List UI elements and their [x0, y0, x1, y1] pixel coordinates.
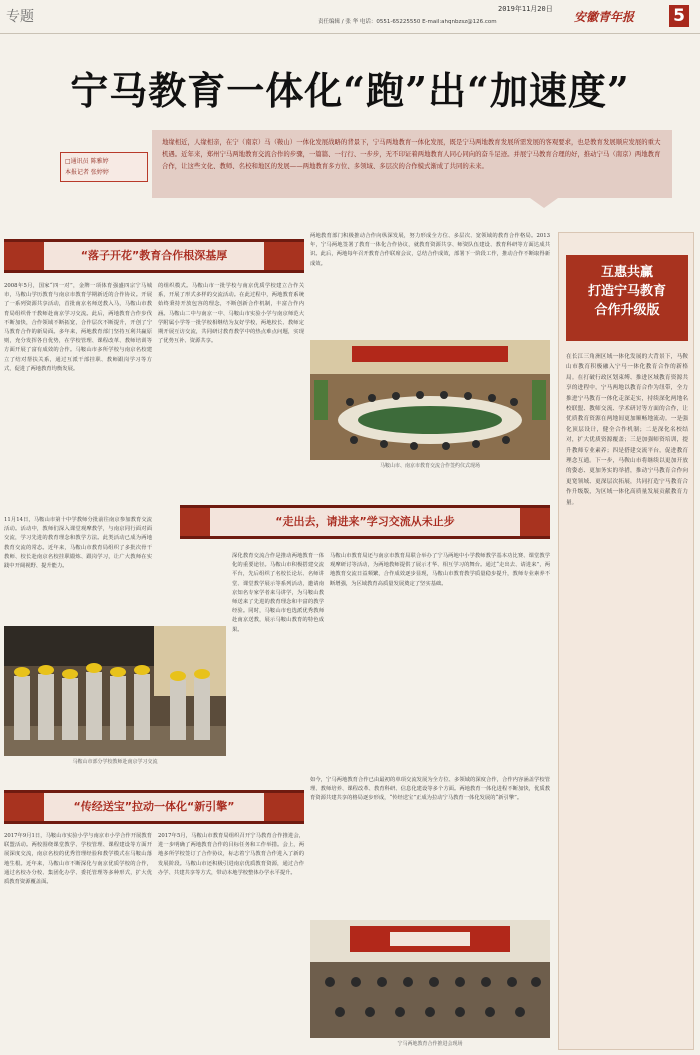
masthead-logo: 安徽青年报 — [574, 10, 635, 24]
section-bar-2 — [180, 505, 550, 539]
section-title-2: “走出去，请进来”学习交流从未止步 — [210, 508, 520, 536]
meeting-photo — [310, 340, 550, 460]
issue-date: 2019年11月20日 — [498, 5, 553, 13]
section-3-column-mid: 2017年5月，马鞍山市教育局组织召开宁马教育合作推进会，进一步明确了两地教育合作的目标任务和工作举措。会上，两地多所学校签订了合作协议，标志着宁马教育合作进入了新的发展阶段。马鞍山市还积极引进南京优质教育资源，通过合作办学、共建共享等方式，带动本地学校整体办学水平提升。 — [158, 833, 304, 876]
byline-correspondent: □通讯员 陈雅婷 — [65, 158, 109, 165]
section-2-column-left: 11月14日，马鞍山市第十中学教师分批前往南京参加教育交流活动。活动中，教师们深入课堂观摩教学，与南京同行面对面交流，学习先进的教育理念和教学方法。此类活动已成为两地教育交流的常态。近年来，马鞍山市教育局组织了多批次骨干教师、校长赴南京名校挂职锻炼、跟岗学习，让广大教师在实践中开阔视野、提升能力。 — [4, 517, 152, 570]
sidebar-body: 在长江三角洲区域一体化发展的大背景下，马鞍山市教育积极融入宁马一体化教育合作的新格局。在打破行政区划束缚、推进区域教育资源共享的进程中，宁马两地以教育合作为纽带，全力推进宁马教育一体化走深走实，持续深化两地名校联盟、教师交流、学术研讨等方面的合作，让优质教育资源在两地间更加顺畅地流动。一是强化顶层设计，健全合作机制；二是深化名校结对，扩大优质资源覆盖；三是加强师资培训，提升教师专业素养；四是搭建交流平台，促进教育理念互通。下一步，马鞍山市将继续以更加开放的姿态、更加务实的举措，推动宁马教育合作向更宽领域、更深层次拓展，共同打造宁马教育合作升级版，为区域一体化高质量发展贡献教育力量。 — [566, 354, 688, 506]
byline-reporter: 本报记者 张婷婷 — [65, 169, 109, 176]
sidebar-heading-line-1: 互惠共赢 — [600, 265, 653, 280]
section-tag: 专题 — [6, 9, 34, 25]
sidebar-heading-line-2: 打造宁马教育 — [587, 284, 666, 299]
section-1-column-right: 两地教育部门积极推动合作向纵深发展，努力形成全方位、多层次、宽领域的教育合作格局。2013年，宁马两地签署了教育一体化合作协议，就教育资源共享、师资队伍建设、教育科研等方面达成共识。此后，两地每年召开教育合作联席会议，总结合作成效，部署下一阶段工作，推动合作不断取得新成效。 — [310, 233, 550, 267]
page-number-badge: 5 — [669, 5, 689, 27]
lead-paragraph: 地缘相近，人缘相亲，在宁（南京）马（鞍山）一体化发展战略的背景下，宁马两地教育一体化发展，既是宁马两地教育发展所需发展的客观要求，也是教育发展顺应发展的重大机遇。近年来，郑州宁马两地教育交流合作的步骤，一篇篇、一行行、一步步，无不印证着两地教育人同心同向的奋斗足迹。并展宁马教育合理的好，推动宁马（南京）两地教育合作，让这些文化、教师、名校和地区的发展——两地教育多方位、多领域、多层次的合作模式渐成了共同的未来。 — [162, 138, 661, 170]
sidebar-heading-line-3: 合作升级版 — [594, 303, 660, 318]
lead-box-pointer — [530, 198, 558, 208]
workers-photo — [4, 626, 226, 756]
lead-box — [152, 130, 672, 198]
section-3-column-left: 2017年9月1日，马鞍山市实验小学与南京市小学合作开展教育联盟活动。两校围绕课堂教学、学校管理、课程建设等方面开展深度交流，南京名校的优秀管理经验和教学模式在马鞍山落地生根。近年来，马鞍山市不断深化与南京优质学校的合作，通过名校办分校、集团化办学、委托管理等多种形式，扩大优质教育资源覆盖面。 — [4, 833, 152, 886]
conference-photo-caption: 宁马两地教育合作推进会现场 — [397, 1041, 463, 1047]
conference-photo — [310, 920, 550, 1038]
section-bar-3 — [4, 790, 304, 824]
meeting-photo-caption: 马鞍山市、南京市教育交流合作签约仪式现场 — [379, 463, 480, 469]
page-headline: 宁马教育一体化“跑”出“加速度” — [70, 68, 630, 113]
section-3-column-right: 如今，宁马两地教育合作已由最初的单项交流发展为全方位、多领域的深度合作，合作内容涵盖学校管理、教师培养、课程改革、教育科研、信息化建设等多个方面。两地教育一体化进程不断加快，优质教育资源共建共享的格局逐步形成，“传经送宝”正成为拉动宁马教育一体化发展的“新引擎”。 — [310, 777, 550, 802]
section-2-column-right: 马鞍山市教育局还与南京市教育局联合举办了宁马两地中小学教师教学基本功比赛、课堂教学观摩研讨等活动，为两地教师提供了展示才华、相互学习的舞台。通过“走出去、请进来”，两地教育交流日益频繁，合作成效逐步显现，马鞍山市教育教学质量稳步提升，教师专业素养不断增强，为区域教育高质量发展奠定了坚实基础。 — [330, 553, 550, 587]
section-1-column-left: 2008年5月，国家“四一对”，金牌一项体育强盛四宗宁马城市，马鞍山学历教育与南京市教育学期新近的合作协议。开展了一系列资源共享活动，首批南京名师送教入马，马鞍山市教育局组织骨干教师赴南京学习交流。此后，两地教育合作步伐不断加快，合作领域不断拓宽，合作层次不断提升，开创了宁马教育合作的新局面。多年来，两地教育部门坚持互利共赢原则，充分发挥各自优势，在学校管理、课程改革、教师培训等方面开展了富有成效的合作。马鞍山市多所学校与南京名校建立了结对帮扶关系，通过互派干部挂职、教师跟岗学习等方式，促进了两地教育均衡发展。 — [4, 283, 152, 372]
section-bar-1 — [4, 239, 304, 273]
section-1-column-mid: 的组织模式。马鞍山市一批学校与南京优质学校建立合作关系，开展了形式多样的交流活动。在此过程中，两地教育系统始终秉持开放包容的理念，不断创新合作机制，丰富合作内涵。马鞍山二中与南京一中、马鞍山市实验小学与南京师范大学附属小学等一批学校相继结为友好学校，两地校长、教师定期开展互访交流，共同研讨教育教学中的热点难点问题，实现了优势互补、资源共享。 — [158, 283, 304, 345]
issue-meta: 责任编辑 / 张 华 电话：0551-65225550 E-mail:ahqnbzsz@126.com — [318, 19, 497, 25]
section-title-3: “传经送宝”拉动一体化“新引擎” — [44, 793, 264, 821]
workers-photo-caption: 马鞍山市部分学校教师赴南京学习交流 — [72, 759, 158, 765]
sidebar-heading — [566, 255, 688, 341]
byline-box — [60, 152, 148, 182]
section-2-column-mid: 深化教育交流合作是推动两地教育一体化的重要途径。马鞍山市积极搭建交流平台，先后组织了名校长论坛、名师讲堂、课堂教学展示等系列活动，邀请南京知名专家学者来马讲学，为马鞍山教师送来了先进的教育理念和丰富的教学经验。同时，马鞍山市也选派优秀教师赴南京送教，展示马鞍山教育的特色成果。 — [232, 553, 324, 633]
section-title-1: “落子开花”教育合作根深基厚 — [44, 242, 264, 270]
